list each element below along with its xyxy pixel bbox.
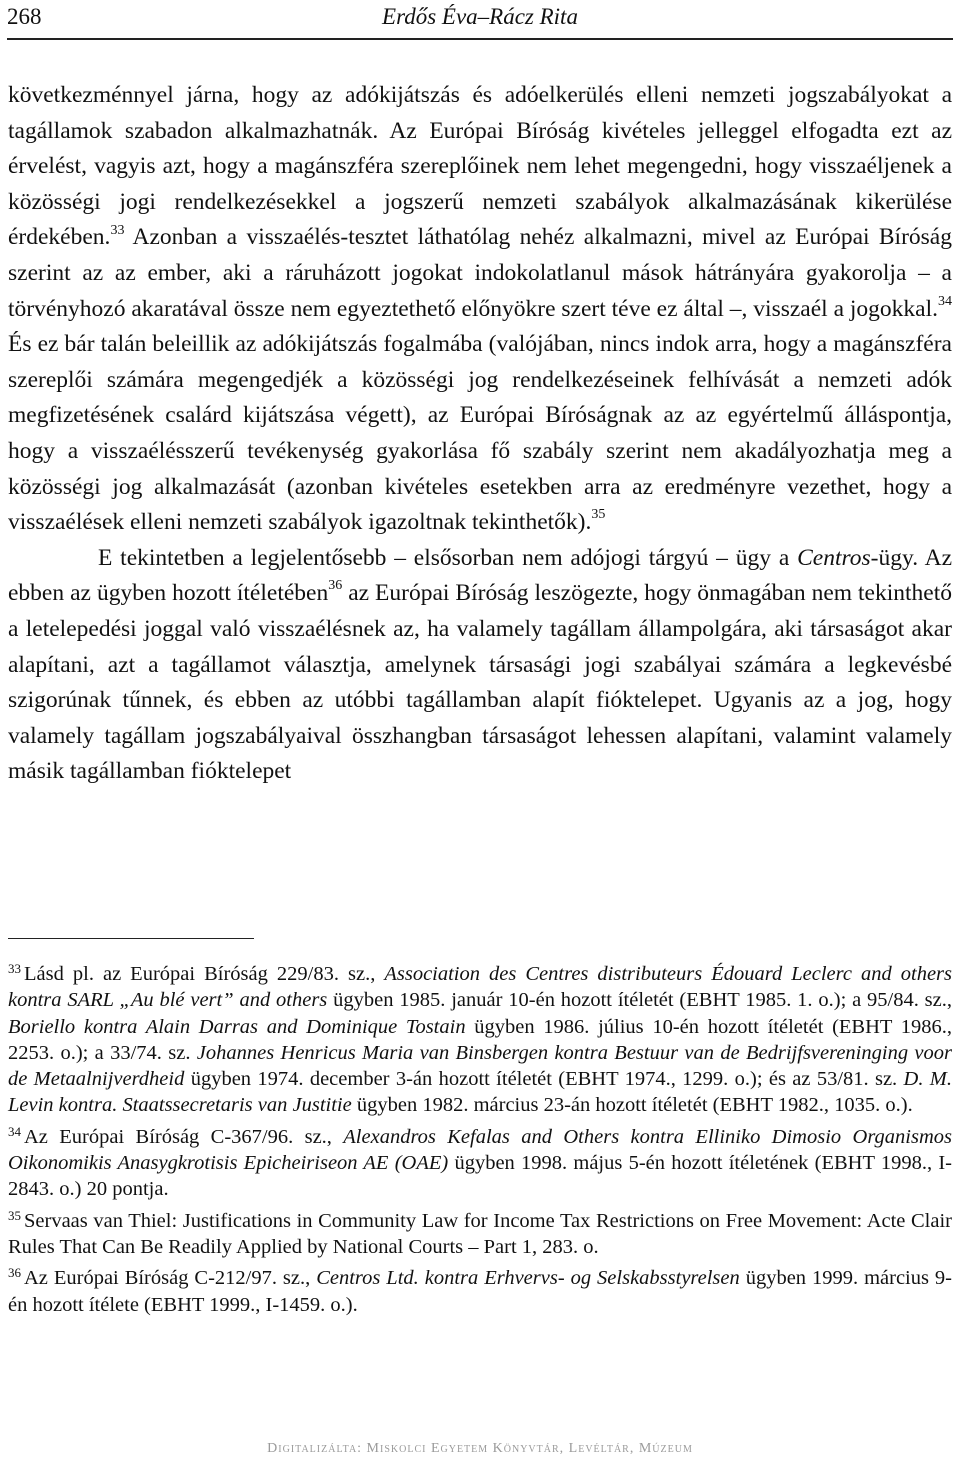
footnote-34 [8, 1119, 952, 1203]
text-run: következménnyel járna, hogy az adókijátszás és adóelkerülés elleni nemzeti jogszabályokat a tagállamok szabadon alkalmazhatnák. Az Európai Bíróság kivételes jelleggel elfogadta ezt az érvelést, vagyis azt, hogy a magánszféra szereplőinek nem lehet megengedni, hogy visszaéljenek a közösségi jogi rendelkezésekkel a jogszerű nemzeti szabályok alkalmazásának kikerülése érdekében. [8, 82, 952, 251]
text-run: az Európai Bíróság leszögezte, hogy önmagában nem tekinthető a letelepedési joggal való visszaélésnek az, ha valamely tagállam állampolgára, aki társaságot akar alapítani, azt a tagállamot választja, amelynek társasági jogi szabályai számára a legkevésbé szigorúnak tűnnek, és ebben az utóbbi tagállamban alapít fióktelepet. Ugyanis az a jog, hogy valamely tagállam jogszabályaival összhangban társaságot lehessen alapítani, valamint valamely másik tagállamban fióktelepet [8, 580, 952, 785]
paragraph-1 [8, 78, 952, 541]
text-run: Servaas van Thiel: Justifications in Community Law for Income Tax Restrictions on Free Movement: Acte Clair Rules That Can Be Readily Applied by National Courts – Part 1, 283. o. [8, 1209, 952, 1258]
page-number: 268 [7, 4, 42, 29]
footnote-36 [8, 1260, 952, 1318]
case-title: Centros Ltd. kontra Erhvervs- og Selskabsstyrelsen [316, 1267, 740, 1290]
text-run: E tekintetben a legjelentősebb – elsősorban nem adójogi tárgyú – ügy a [98, 544, 798, 571]
text-run: -ügy. Az ebben az ügyben hozott ítéletében [8, 544, 953, 607]
footnote-ref-34: 34 [938, 293, 952, 309]
text-run: És ez bár talán beleillik az adókijátszás fogalmába (valójában, nincs indok arra, hogy a magánszféra szereplői számára megengedjék a közösségi jog rendelkezéseinek felhívását a nemzeti adók megfizetésének csalárd kijátszása végett), az Európai Bíróságnak az az egyértelmű álláspontja, hogy a visszaélésszerű tevékenység gyakorlása fő szabály szerint nem akadályozhatja meg a közösségi jog alkalmazását (azonban kivételes esetekben arra az eredményre vezethet, hogy a visszaélések elleni nemzeti szabályok igazoltnak tekinthetők). [8, 331, 952, 536]
text-run: Az Európai Bíróság C-367/96. sz., [24, 1125, 344, 1148]
page-header [7, 4, 953, 40]
case-name-centros: Centros [797, 544, 871, 571]
text-run: ügyben 1998. május 5-én hozott ítéletének (EBHT 1998., I-2843. o.) 20 pontja. [8, 1152, 953, 1201]
text-run: Lásd pl. az Európai Bíróság 229/83. sz., [24, 963, 385, 985]
case-title: Johannes Henricus Maria van Binsbergen kontra Bestuur van de Bedrijfsvereninging voor de Metaalnijverdheid [8, 1041, 952, 1091]
case-title: Alexandros Kefalas and Others kontra Elliniko Dimosio Organismos Oikonomikis Anasygkrotisis Epicheiriseon AE (OAE) [8, 1125, 953, 1175]
running-head: Erdős Éva–Rácz Rita [382, 4, 578, 29]
text-run: ügyben 1999. március 9-én hozott ítélete (EBHT 1999., I-1459. o.). [8, 1267, 952, 1316]
footnotes [8, 956, 952, 1318]
footnote-number: 36 [8, 1265, 21, 1281]
text-run: ügyben 1986. július 10-én hozott ítéletét (EBHT 1986., 2253. o.); a 33/74. sz. [8, 1015, 952, 1064]
footnote-number: 33 [8, 961, 21, 976]
text-run: ügyben 1982. március 23-án hozott ítéletét (EBHT 1982., 1035. o.). [351, 1094, 913, 1117]
case-title: Association des Centres distributeurs Édouard Leclerc and others kontra SARL „Au blé vert” and others [8, 963, 952, 1012]
footnote-ref-36: 36 [328, 578, 343, 594]
footnote-35 [8, 1203, 952, 1261]
digitization-watermark: Digitalizálta: Miskolci Egyetem Könyvtár, Levéltár, Múzeum [267, 1441, 693, 1456]
text-run: ügyben 1974. december 3-án hozott ítéletét (EBHT 1974., 1299. o.); és az 53/81. sz. [184, 1068, 904, 1091]
footnote-ref-35: 35 [591, 507, 606, 523]
footnote-ref-33: 33 [110, 222, 125, 238]
paragraph-2 [8, 541, 952, 790]
text-run: Az Európai Bíróság C-212/97. sz., [24, 1267, 317, 1290]
case-title: Boriello kontra Alain Darras and Dominique Tostain [8, 1015, 466, 1038]
case-title: D. M. Levin kontra. Staatssecretaris van Justitie [8, 1068, 952, 1117]
footnote-33 [8, 956, 952, 1119]
footnote-divider [8, 938, 254, 939]
text-run: ügyben 1985. január 10-én hozott ítéletét (EBHT 1985. 1. o.); a 95/84. sz., [327, 989, 952, 1012]
body-text [8, 78, 952, 790]
footnote-number: 34 [8, 1123, 21, 1139]
text-run: Azonban a visszaélés-tesztet láthatólag nehéz alkalmazni, mivel az Európai Bíróság szerint az az ember, aki a ráruházott jogokat indokolatlanul mások hátrányára gyakorolja – a törvényhozó akaratával össze nem egyeztethető előnyökre szert téve ez által –, visszaél a jogokkal. [8, 224, 952, 322]
footnote-number: 35 [8, 1207, 21, 1223]
